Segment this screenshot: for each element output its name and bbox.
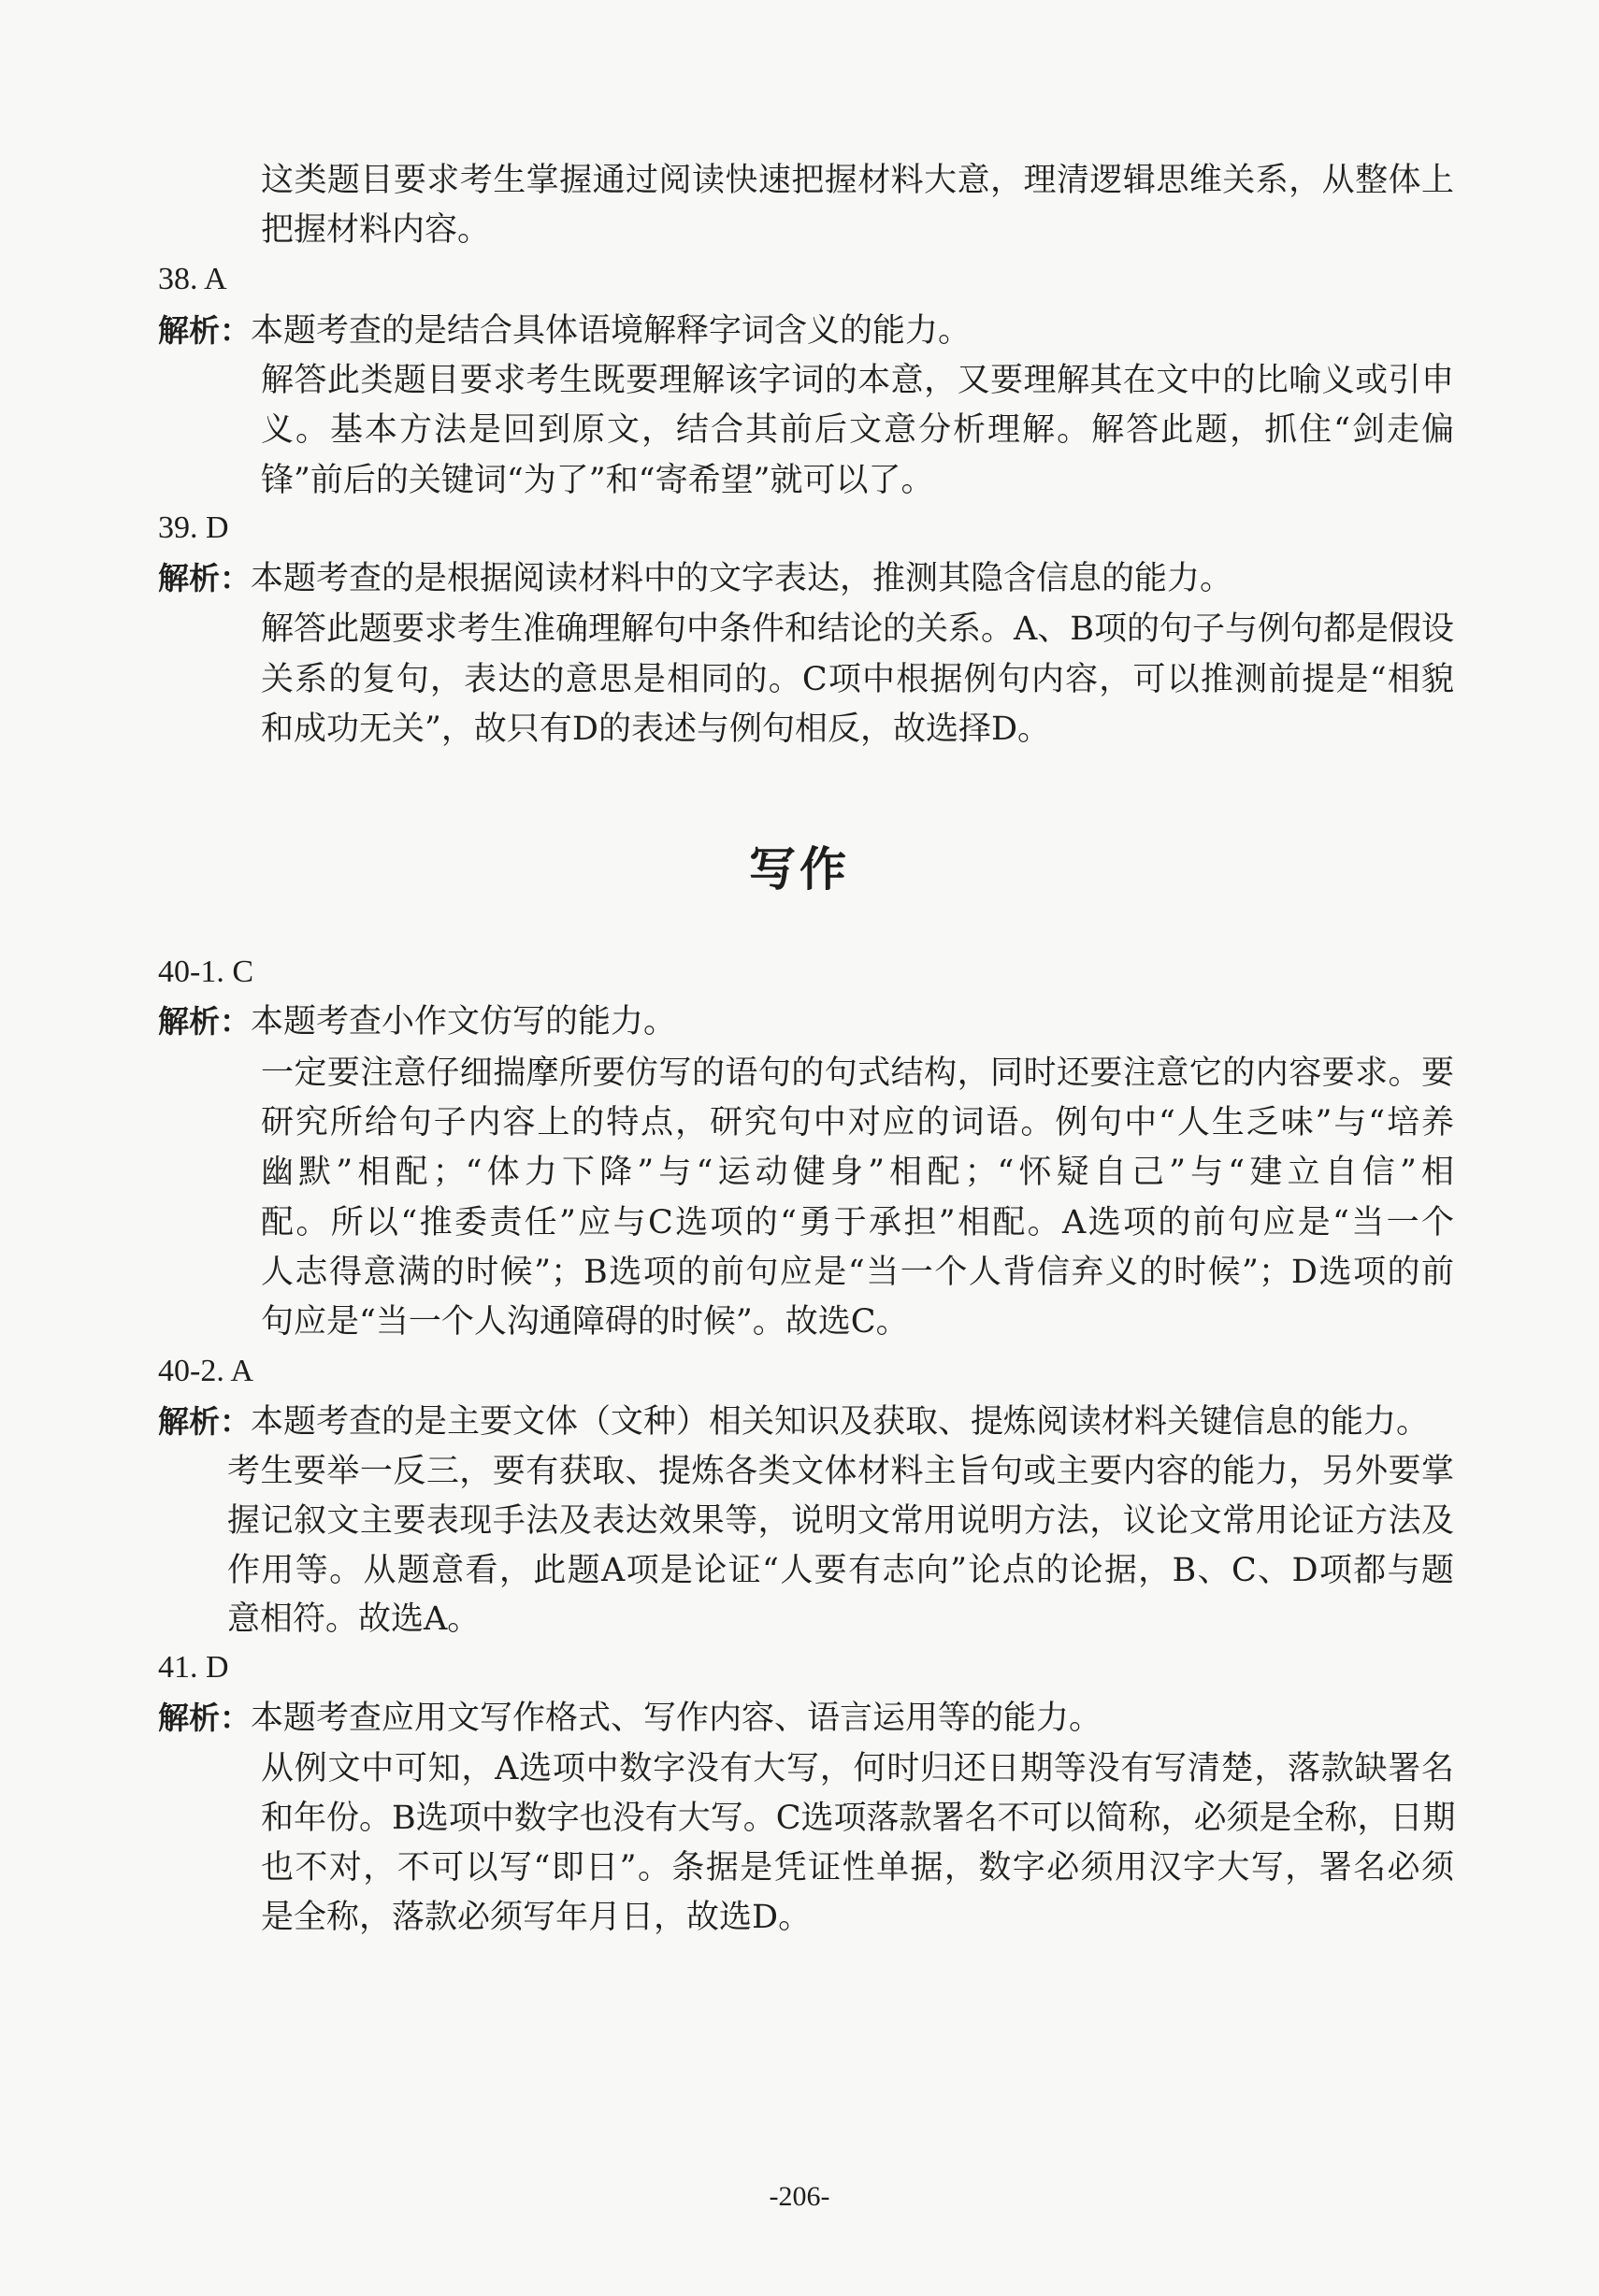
- body-text-line: 和年份。B选项中数字也没有大写。C选项落款署名不可以简称，必须是全称，日期: [261, 1799, 1456, 1837]
- body-text-line: 解答此类题目要求考生既要理解该字词的本意，又要理解其在文中的比喻义或引申: [261, 362, 1454, 400]
- answer-heading: 40-2. A: [158, 1354, 253, 1389]
- analysis-label: 解析：: [158, 1003, 251, 1040]
- analysis-text: 本题考查的是结合具体语境解释字词含义的能力。: [251, 311, 972, 350]
- analysis-label: 解析：: [158, 1700, 251, 1737]
- analysis-text: 本题考查应用文写作格式、写作内容、语言运用等的能力。: [251, 1700, 1102, 1738]
- body-text-line: 配。所以“推委责任”应与C选项的“勇于承担”相配。A选项的前句应是“当一个: [261, 1203, 1454, 1241]
- body-text-line: 也不对，不可以写“即日”。条据是凭证性单据，数字必须用汉字大写，署名必须: [261, 1849, 1454, 1887]
- body-text-line: 握记叙文主要表现手法及表达效果等，说明文常用说明方法，议论文常用论证方法及: [227, 1502, 1454, 1540]
- body-text-line: 和成功无关”，故只有D的表述与例句相反，故选择D。: [261, 710, 1051, 748]
- page-number: -206-: [769, 2181, 830, 2212]
- analysis-line: [158, 1001, 1454, 1042]
- analysis-line: [158, 310, 1454, 352]
- answer-heading: 40-1. C: [158, 954, 253, 989]
- body-text-line: 这类题目要求考生掌握通过阅读快速把握材料大意，理清逻辑思维关系，从整体上: [261, 161, 1454, 199]
- body-text-line: 作用等。从题意看，此题A项是论证“人要有志向”论点的论据，B、C、D项都与题: [227, 1552, 1454, 1590]
- body-text-line: 是全称，落款必须写年月日，故选D。: [261, 1899, 812, 1937]
- body-text-line: 考生要举一反三，要有获取、提炼各类文体材料主旨句或主要内容的能力，另外要掌: [227, 1452, 1454, 1490]
- analysis-label: 解析：: [158, 311, 251, 349]
- analysis-line: [158, 1401, 1454, 1442]
- body-text-line: 把握材料内容。: [261, 210, 491, 249]
- body-text-line: 意相符。故选A。: [227, 1600, 481, 1638]
- analysis-label: 解析：: [158, 559, 251, 596]
- body-text-line: 解答此题要求考生准确理解句中条件和结论的关系。A、B项的句子与例句都是假设: [261, 610, 1454, 649]
- body-text-line: 研究所给句子内容上的特点，研究句中对应的词语。例句中“人生乏味”与“培养: [261, 1104, 1454, 1142]
- analysis-text: 本题考查的是主要文体（文种）相关知识及获取、提炼阅读材料关键信息的能力。: [251, 1402, 1430, 1441]
- answer-heading: 38. A: [158, 262, 227, 297]
- body-text-line: 关系的复句，表达的意思是相同的。C项中根据例句内容，可以推测前提是“相貌: [261, 660, 1454, 698]
- body-text-line: 从例文中可知，A选项中数字没有大写，何时归还日期等没有写清楚，落款缺署名: [261, 1749, 1454, 1787]
- body-text-line: 幽默”相配；“体力下降”与“运动健身”相配；“怀疑自己”与“建立自信”相: [261, 1154, 1454, 1192]
- analysis-line: [158, 1698, 1454, 1739]
- analysis-label: 解析：: [158, 1402, 251, 1440]
- analysis-line: [158, 558, 1454, 599]
- section-title: 写作: [749, 842, 850, 897]
- body-text-line: 义。基本方法是回到原文，结合其前后文意分析理解。解答此题，抓住“剑走偏: [261, 411, 1454, 450]
- analysis-text: 本题考查小作文仿写的能力。: [251, 1003, 677, 1041]
- body-text-line: 锋”前后的关键词“为了”和“寄希望”就可以了。: [261, 461, 934, 499]
- body-text-line: 句应是“当一个人沟通障碍的时候”。故选C。: [261, 1303, 909, 1342]
- body-text-line: 人志得意满的时候”；B选项的前句应是“当一个人背信弃义的时候”；D选项的前: [261, 1253, 1454, 1291]
- body-text-line: 一定要注意仔细揣摩所要仿写的语句的句式结构，同时还要注意它的内容要求。要: [261, 1054, 1454, 1092]
- answer-heading: 39. D: [158, 510, 229, 546]
- answer-heading: 41. D: [158, 1649, 229, 1685]
- analysis-text: 本题考查的是根据阅读材料中的文字表达，推测其隐含信息的能力。: [251, 559, 1233, 597]
